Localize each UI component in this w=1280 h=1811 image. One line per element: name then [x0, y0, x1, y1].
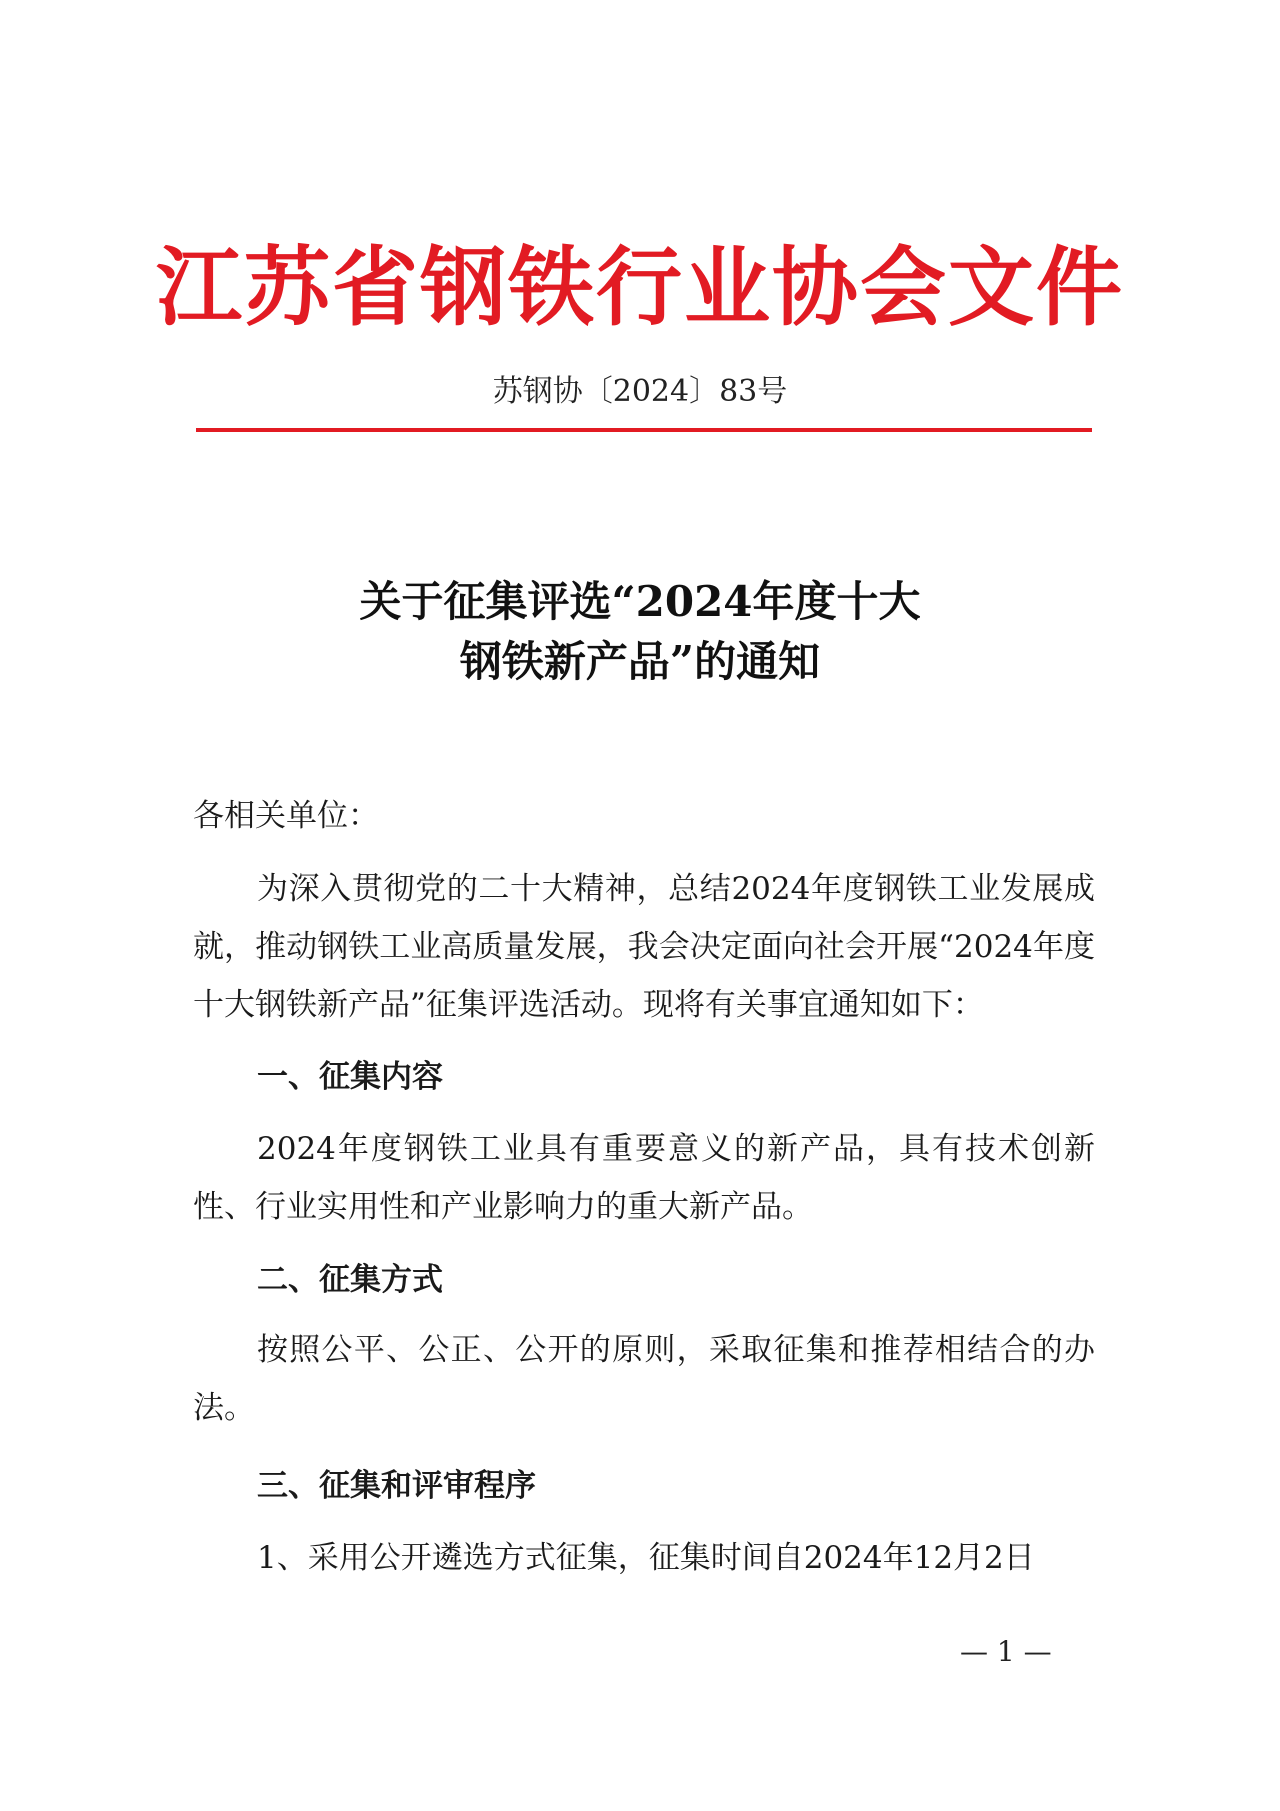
section-1-paragraph: 2024年度钢铁工业具有重要意义的新产品，具有技术创新性、行业实用性和产业影响力的重大新产品。 — [193, 1131, 1095, 1225]
section-3-heading: 三、征集和评审程序 — [257, 1468, 536, 1504]
section-1-heading: 一、征集内容 — [257, 1059, 443, 1095]
section-2-paragraph: 按照公平、公正、公开的原则，采取征集和推荐相结合的办法。 — [193, 1332, 1095, 1426]
section-2-heading: 二、征集方式 — [257, 1262, 443, 1298]
notice-title-line-1: 关于征集评选“2024年度十大 — [359, 577, 921, 626]
document-number: 苏钢协〔2024〕83号 — [492, 374, 788, 409]
section-3-item-1: 1、采用公开遴选方式征集，征集时间自2024年12月2日 — [257, 1540, 1035, 1576]
notice-title — [0, 572, 1280, 692]
page-number: — 1 — — [960, 1635, 1052, 1668]
masthead-title: 江苏省钢铁行业协会文件 — [156, 237, 1124, 338]
red-divider-line — [196, 428, 1092, 432]
intro-paragraph: 为深入贯彻党的二十大精神，总结2024年度钢铁工业发展成就，推动钢铁工业高质量发展，我会决定面向社会开展“2024年度十大钢铁新产品”征集评选活动。现将有关事宜通知如下： — [193, 871, 1095, 1023]
salutation: 各相关单位： — [193, 798, 379, 834]
notice-title-line-2: 钢铁新产品”的通知 — [459, 637, 821, 686]
